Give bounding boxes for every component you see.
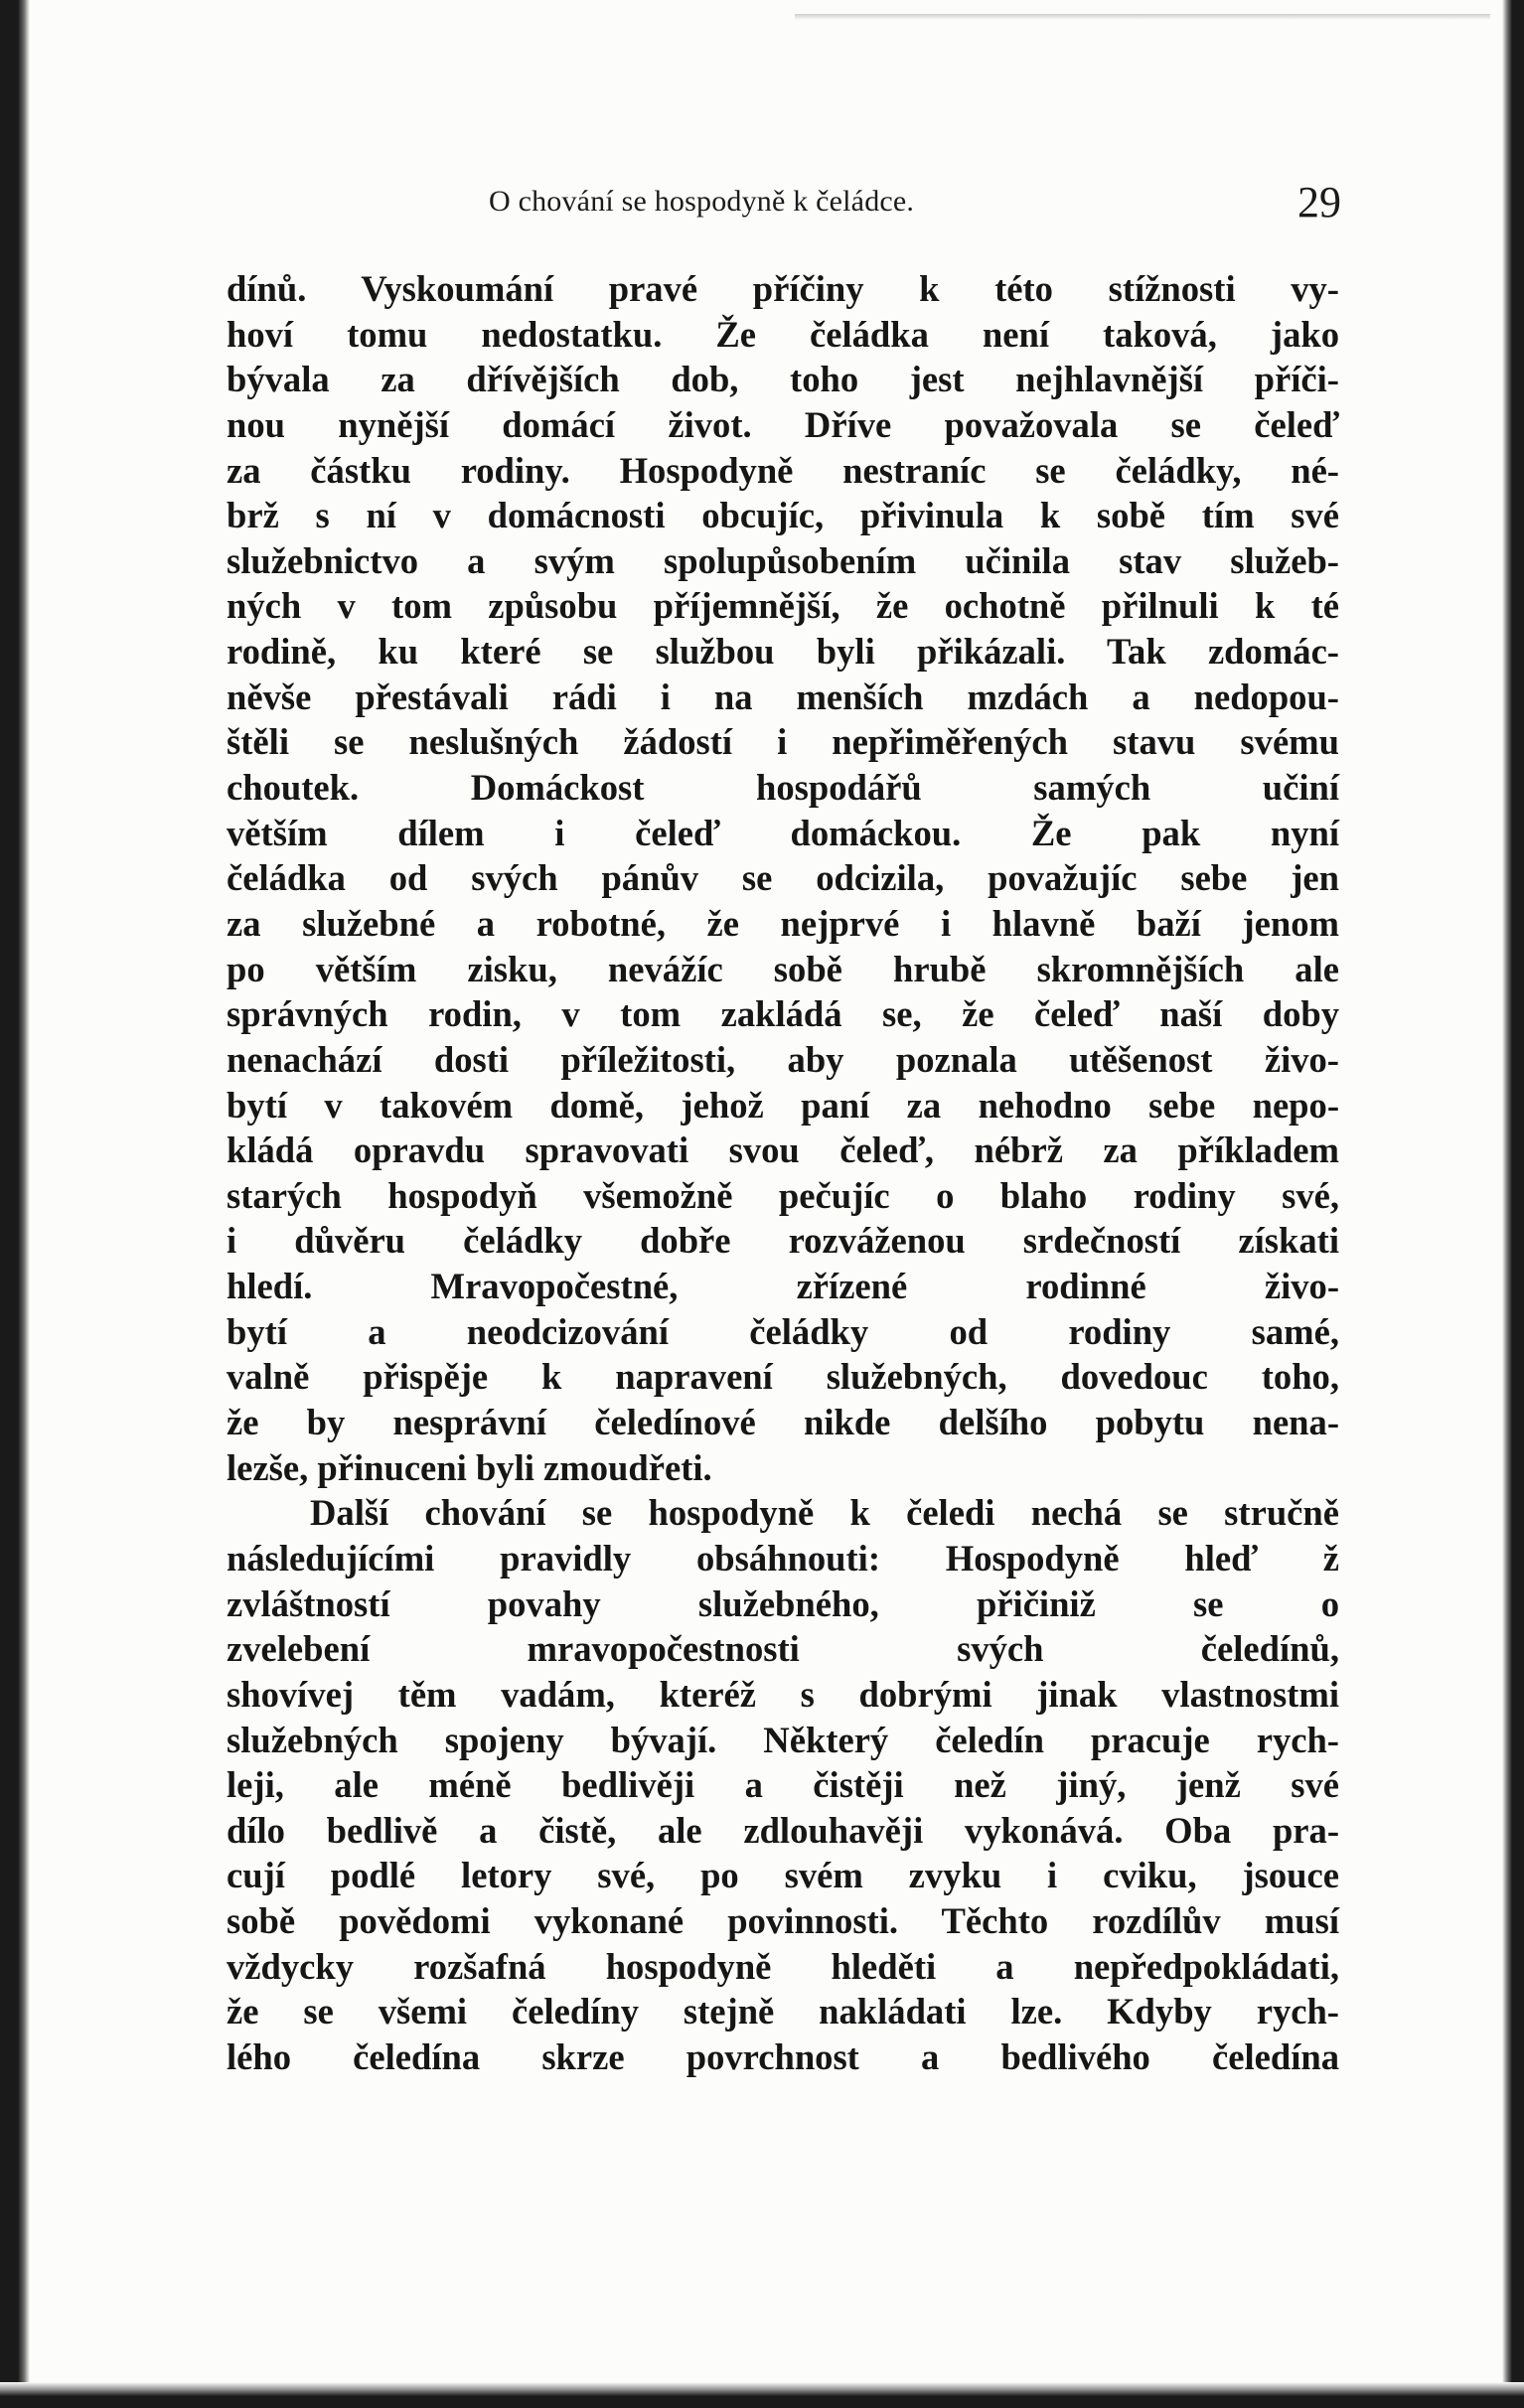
text-line: následujícími pravidly obsáhnouti: Hospodyně hleď ž	[227, 1537, 1339, 1579]
text-line: lezše, přinuceni byli zmoudřeti.	[227, 1446, 712, 1488]
text-line: hoví tomu nedostatku. Že čeládka není taková, jako	[227, 313, 1339, 355]
text-line: bytí a neodcizování čeládky od rodiny samé,	[227, 1310, 1339, 1352]
text-line: bývala za dřívějších dob, toho jest nejhlavnější příči-	[227, 359, 1339, 400]
text-line: ných v tom způsobu příjemnější, že ochotně přilnuli k té	[227, 585, 1339, 627]
text-line: štěli se neslušných žádostí i nepřiměřených stavu svému	[227, 721, 1339, 763]
text-line: dílo bedlivě a čistě, ale zdlouhavěji vykonává. Oba pra-	[227, 1809, 1339, 1851]
page-edge-top	[795, 14, 1490, 20]
text-line: vždycky rozšafná hospodyně hleděti a nepředpokládati,	[227, 1945, 1339, 1987]
text-line: Další chování se hospodyně k čeledi nechá se stručně	[310, 1492, 1339, 1534]
text-line: za služebné a robotné, že nejprvé i hlavně baží jenom	[227, 902, 1339, 944]
text-line: že se všemi čeledíny stejně nakládati lze. Kdyby rych-	[227, 1991, 1339, 2032]
page-number: 29	[1297, 178, 1341, 226]
page-edge-right	[1502, 0, 1524, 2408]
text-line: leji, ale méně bedlivěji a čistěji než jiný, jenž své	[227, 1764, 1339, 1806]
text-line: valně přispěje k napravení služebných, dovedouc toho,	[227, 1356, 1339, 1398]
body-text	[227, 266, 1339, 2080]
text-line: sobě povědomi vykonané povinnosti. Těchto rozdílův musí	[227, 1900, 1339, 1942]
running-head	[230, 177, 1341, 232]
text-line: větším dílem i čeleď domáckou. Že pak nyní	[227, 812, 1339, 853]
page-edge-left	[0, 0, 30, 2408]
text-line: služebnictvo a svým spolupůsobením učinila stav služeb-	[227, 539, 1339, 581]
text-line: zvelebení mravopočestnosti svých čeledínů,	[227, 1628, 1339, 1670]
text-line: zvláštností povahy služebného, přičiniž se o	[227, 1582, 1339, 1624]
text-line: cují podlé letory své, po svém zvyku i cviku, jsouce	[227, 1855, 1339, 1896]
text-line: starých hospodyň všemožně pečujíc o blaho rodiny své,	[227, 1174, 1339, 1216]
text-line: bytí v takovém domě, jehož paní za nehodno sebe nepo-	[227, 1084, 1339, 1126]
text-line: choutek. Domáckost hospodářů samých učiní	[227, 767, 1339, 809]
page-edge-bottom	[0, 2382, 1524, 2408]
text-line: po větším zisku, nevážíc sobě hrubě skromnějších ale	[227, 948, 1339, 989]
running-title: O chování se hospodyně k čeládce.	[489, 185, 915, 218]
text-line: brž s ní v domácnosti obcujíc, přivinula k sobě tím své	[227, 495, 1339, 536]
text-line: dínů. Vyskoumání pravé příčiny k této stížnosti vy-	[227, 268, 1339, 309]
text-line: i důvěru čeládky dobře rozváženou srdečností získati	[227, 1220, 1339, 1262]
text-line: kládá opravdu spravovati svou čeleď, nébrž za příkladem	[227, 1129, 1339, 1171]
text-line: něvše přestávali rádi i na menších mzdách a nedopou-	[227, 676, 1339, 717]
text-line: nenachází dosti příležitosti, aby poznala utěšenost živo-	[227, 1038, 1339, 1080]
text-line: rodině, ku které se službou byli přikázali. Tak zdomác-	[227, 631, 1339, 673]
text-line: čeládka od svých pánův se odcizila, považujíc sebe jen	[227, 857, 1339, 899]
text-line: hledí. Mravopočestné, zřízené rodinné živo-	[227, 1266, 1339, 1307]
text-line: správných rodin, v tom zakládá se, že čeleď naší doby	[227, 993, 1339, 1035]
text-line: lého čeledína skrze povrchnost a bedlivého čeledína	[227, 2035, 1339, 2077]
text-line: shovívej těm vadám, kteréž s dobrými jinak vlastnostmi	[227, 1673, 1339, 1715]
text-line: nou nynější domácí život. Dříve považovala se čeleď	[227, 403, 1339, 445]
text-line: za částku rodiny. Hospodyně nestraníc se čeládky, né-	[227, 449, 1339, 491]
text-line: služebných spojeny bývají. Některý čeledín pracuje rych-	[227, 1719, 1339, 1760]
text-line: že by nesprávní čeledínové nikde delšího pobytu nena-	[227, 1402, 1339, 1443]
